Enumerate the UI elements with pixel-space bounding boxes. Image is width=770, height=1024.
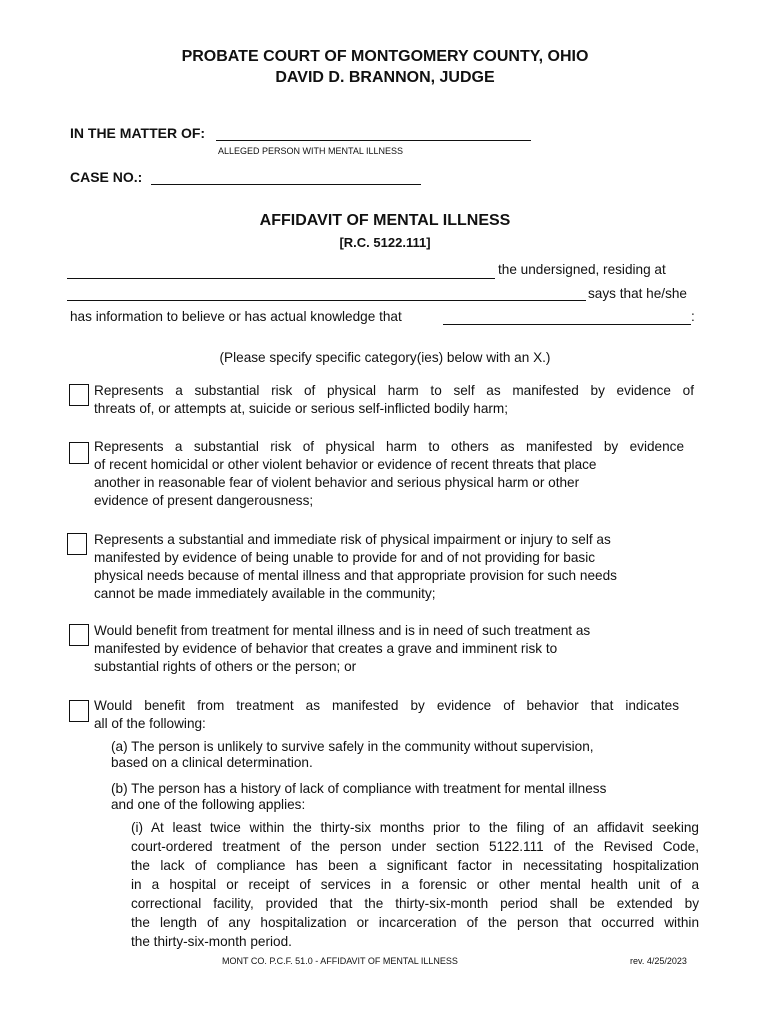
affiant-name-field[interactable] <box>67 278 495 279</box>
statute-reference: [R.C. 5122.111] <box>339 235 431 250</box>
category-line: another in reasonable fear of violent behavior and serious physical harm or other <box>94 475 580 490</box>
court-name: PROBATE COURT OF MONTGOMERY COUNTY, OHIO <box>181 48 589 65</box>
subject-field[interactable] <box>443 324 691 325</box>
category-line: Represents a substantial risk of physical harm to self as manifested by evidence of <box>94 383 694 398</box>
category-line: of recent homicidal or other violent behavior or evidence of recent threats that place <box>94 457 597 472</box>
sub-b-i-line: court-ordered treatment of the person under section 5122.111 of the Revised Code, <box>131 839 699 854</box>
revision-date: rev. 4/25/2023 <box>630 956 687 966</box>
category-line: Would benefit from treatment as manifested by evidence of behavior that indicates <box>94 698 679 713</box>
says-text: says that he/she <box>588 286 687 301</box>
sub-b-line: (b) The person has a history of lack of compliance with treatment for mental illness <box>111 781 607 796</box>
category-3-text <box>94 531 694 603</box>
sub-b-i-line: the length of any hospitalization or incarceration of the person that occurred within <box>131 915 699 930</box>
category-1-text <box>94 382 694 418</box>
category-line: manifested by evidence of behavior that creates a grave and imminent risk to <box>94 641 558 656</box>
colon-text: : <box>691 309 695 324</box>
sub-a-line: based on a clinical determination. <box>111 755 313 770</box>
category-line: threats of, or attempts at, suicide or serious self-inflicted bodily harm; <box>94 401 509 416</box>
sub-b-i-line: the lack of compliance has been a significant factor in necessitating hospitalization <box>131 858 699 873</box>
affiant-address-field[interactable] <box>67 300 586 301</box>
matter-caption: ALLEGED PERSON WITH MENTAL ILLNESS <box>218 146 404 156</box>
sub-b-i-line: in a hospital or receipt of services in a forensic or other mental health unit of a <box>131 877 699 892</box>
sub-a-line: (a) The person is unlikely to survive safely in the community without supervision, <box>111 739 594 754</box>
category-line: Represents a substantial risk of physical harm to others as manifested by evidence <box>94 439 684 454</box>
category-line: all of the following: <box>94 716 206 731</box>
category-line: cannot be made immediately available in the community; <box>94 586 436 601</box>
sub-b-i-line: the thirty-six-month period. <box>131 934 292 949</box>
form-title: AFFIDAVIT OF MENTAL ILLNESS <box>259 212 511 229</box>
category-line: Represents a substantial and immediate risk of physical impairment or injury to self as <box>94 532 611 547</box>
sub-b-text <box>111 781 701 813</box>
form-number: MONT CO. P.C.F. 51.0 - AFFIDAVIT OF MENTAL ILLNESS <box>222 956 458 966</box>
category-1-checkbox[interactable] <box>69 384 89 406</box>
undersigned-text: the undersigned, residing at <box>498 262 666 277</box>
category-3-checkbox[interactable] <box>67 533 87 555</box>
category-line: physical needs because of mental illness and that appropriate provision for such needs <box>94 568 617 583</box>
category-2-checkbox[interactable] <box>69 442 89 464</box>
category-4-text <box>94 622 694 676</box>
case-number-field[interactable] <box>151 184 421 185</box>
category-line: Would benefit from treatment for mental illness and is in need of such treatment as <box>94 623 591 638</box>
case-number-label: CASE NO.: <box>70 169 143 185</box>
sub-a-text <box>111 739 671 771</box>
category-line: substantial rights of others or the person; or <box>94 659 357 674</box>
sub-b-line: and one of the following applies: <box>111 797 306 812</box>
sub-b-i-text <box>131 818 699 951</box>
category-2-text <box>94 438 684 510</box>
sub-b-i-line: (i) At least twice within the thirty-six months prior to the filing of an affidavit seeking <box>131 820 699 835</box>
category-line: evidence of present dangerousness; <box>94 493 314 508</box>
matter-name-field[interactable] <box>216 140 531 141</box>
category-line: manifested by evidence of being unable to provide for and of not providing for basic <box>94 550 596 565</box>
matter-label: IN THE MATTER OF: <box>70 125 206 141</box>
category-5-checkbox[interactable] <box>69 700 89 722</box>
knowledge-text: has information to believe or has actual knowledge that <box>70 309 402 324</box>
sub-b-i-line: correctional facility, provided that the thirty-six-month period shall be extended by <box>131 896 699 911</box>
category-5-text <box>94 697 679 733</box>
category-4-checkbox[interactable] <box>69 624 89 646</box>
instruction-text: (Please specify specific category(ies) below with an X.) <box>219 350 551 365</box>
judge-name: DAVID D. BRANNON, JUDGE <box>275 69 495 86</box>
